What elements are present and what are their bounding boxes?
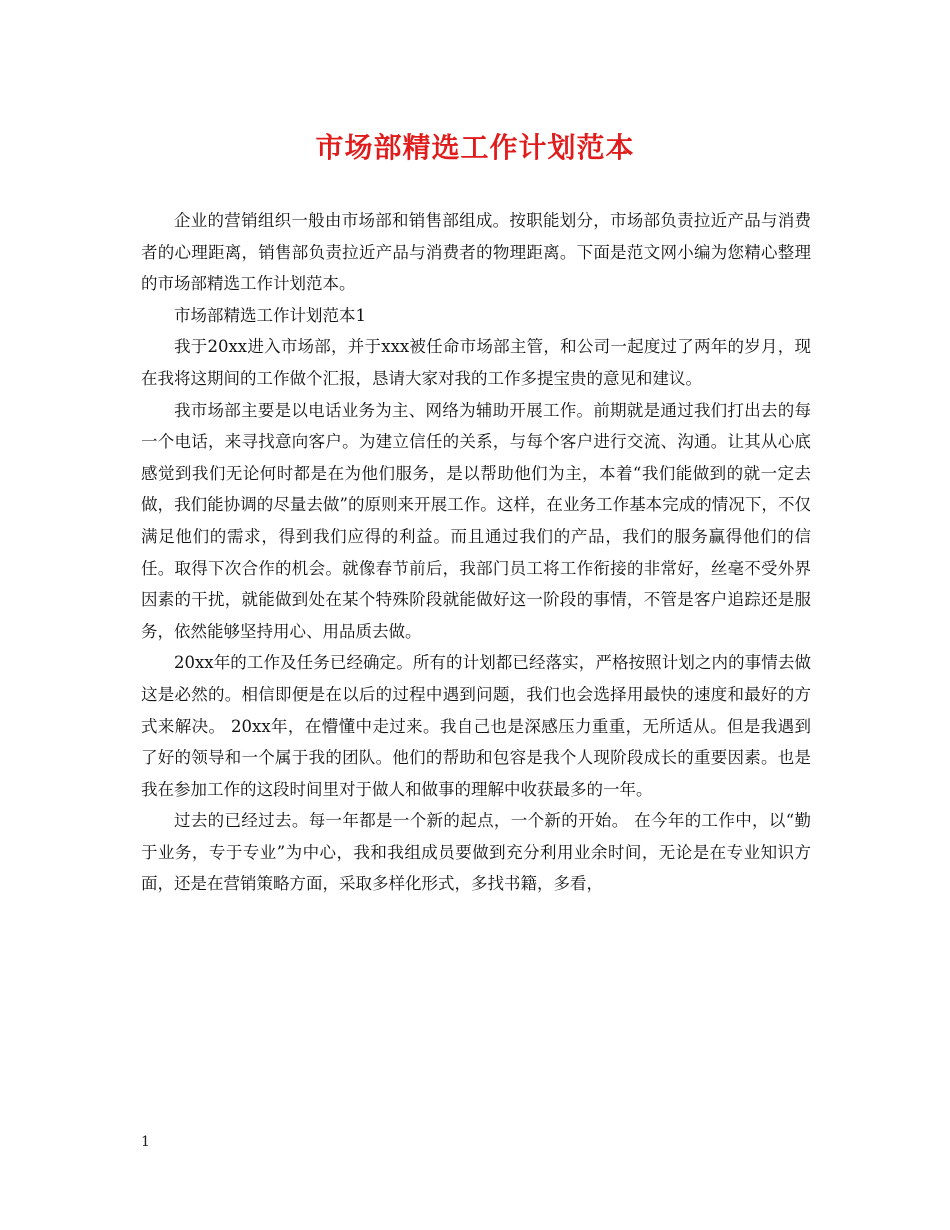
document-body (141, 205, 811, 900)
page-number: 1 (141, 1134, 150, 1150)
paragraph-5: 过去的已经过去。每一年都是一个新的起点，一个新的开始。 在今年的工作中，以“勤于业务，专于专业”为中心，我和我组成员要做到充分利用业余时间，无论是在专业知识方面，还是在营销策略方面，采取多样化形式，多找书籍，多看， (141, 811, 811, 894)
paragraph-intro: 企业的营销组织一般由市场部和销售部组成。按职能划分，市场部负责拉近产品与消费者的心理距离，销售部负责拉近产品与消费者的物理距离。下面是范文网小编为您精心整理的市场部精选工作计划范本。 (141, 211, 811, 294)
paragraph-2: 我于20xx进入市场部，并于xxx被任命市场部主管，和公司一起度过了两年的岁月，现在我将这期间的工作做个汇报，恳请大家对我的工作多提宝贵的意见和建议。 (141, 337, 811, 388)
paragraph-3: 我市场部主要是以电话业务为主、网络为辅助开展工作。前期就是通过我们打出去的每一个电话，来寻找意向客户。为建立信任的关系，与每个客户进行交流、沟通。让其从心底感觉到我们无论何时都是在为他们服务，是以帮助他们为主，本着“我们能做到的就一定去做，我们能协调的尽量去做”的原则来开展工作。这样，在业务工作基本完成的情况下，不仅满足他们的需求，得到我们应得的利益。而且通过我们的产品，我们的服务赢得他们的信任。取得下次合作的机会。就像春节前后，我部门员工将工作衔接的非常好，丝毫不受外界因素的干扰，就能做到处在某个特殊阶段就能做好这一阶段的事情，不管是客户追踪还是服务，依然能够坚持用心、用品质去做。 (141, 400, 811, 641)
document-title: 市场部精选工作计划范本 (315, 131, 635, 164)
paragraph-4: 20xx年的工作及任务已经确定。所有的计划都已经落实，严格按照计划之内的事情去做这是必然的。相信即便是在以后的过程中遇到问题，我们也会选择用最快的速度和最好的方式来解决。 20xx年，在懵懂中走过来。我自己也是深感压力重重，无所适从。但是我遇到了好的领导和一个属于我的团队。他们的帮助和包容是我个人现阶段成长的重要因素。也是我在参加工作的这段时间里对于做人和做事的理解中收获最多的一年。 (141, 653, 811, 799)
paragraph-section-heading: 市场部精选工作计划范本1 (174, 305, 366, 325)
